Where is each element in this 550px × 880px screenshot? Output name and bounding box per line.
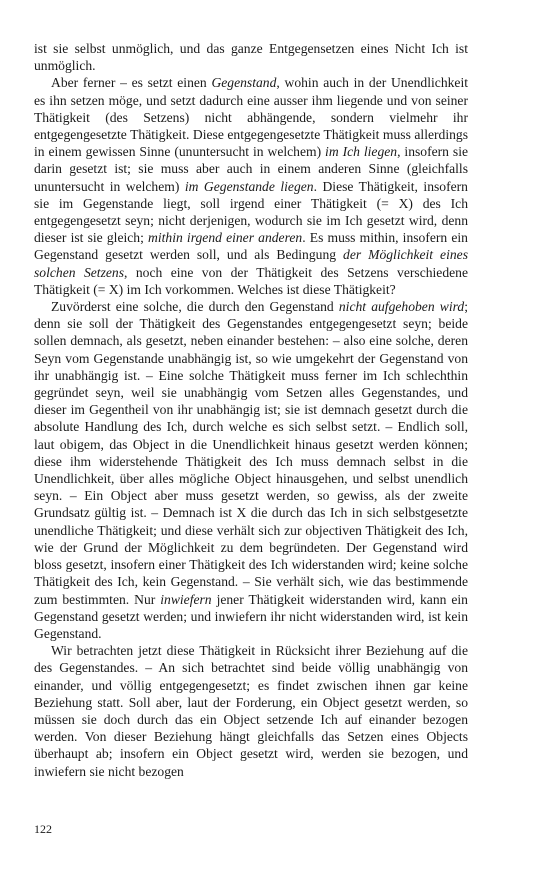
italic-text-run: nicht aufgehoben wird: [338, 299, 465, 315]
italic-text-run: inwiefern: [160, 591, 212, 607]
text-run: . Es muss mithin, insofern ein Gegenstand gesetzt werden soll, und als Bedingung: [34, 230, 468, 263]
italic-text-run: mithin irgend einer anderen: [148, 230, 303, 246]
paragraph-4: [34, 642, 468, 780]
body-text: [34, 40, 468, 780]
italic-text-run: der Möglichkeit eines solchen Setzens: [34, 247, 468, 280]
paragraph-3: [34, 298, 468, 642]
paragraph-1: [34, 40, 468, 74]
text-run: Wir betrachten jetzt diese Thätigkeit in Rücksicht ihrer Beziehung auf die des Gegenstandes. – An sich betrachtet sind beide völlig unabhängig von einander, und völlig entgegengesetzt; es findet zwischen ihnen gar keine Beziehung statt. Soll aber, laut der Forderung, ein Object gesetzt werden, so müssen sie doch durch das ein Object setzende Ich auf einander bezogen werden. Von dieser Beziehung hängt gleichfalls das Setzen eines Objects überhaupt ab; insofern ein Object gesetzt wird, werden sie bezogen, und inwiefern sie nicht bezogen: [34, 643, 468, 779]
italic-text-run: Gegenstand: [211, 75, 277, 91]
page-number: 122: [34, 822, 52, 836]
italic-text-run: im Gegenstande liegen: [184, 178, 314, 194]
italic-text-run: im Ich liegen: [325, 144, 398, 160]
text-run: , insofern sie darin gesetzt ist; sie muss aber auch in einem anderen Sinne (gleichfalls ununtersucht in welchem): [34, 144, 469, 194]
text-run: ; denn sie soll der Thätigkeit des Gegenstandes entgegengesetzt seyn; beide sollen demnach, als gesetzt, neben einander bestehen: – also eine solche, deren Seyn vom Gegenstande unabhängig ist, so wie umgekehrt der Gegenstand von ihr unabhängig ist. – Eine solche Thätigkeit muss ferner im Ich schlechthin gegründet seyn, weil sie unabhängig vom Setzen alles Gegenstandes, und dieser im Gegentheil von ihr unabhängig ist; sie ist demnach gesetzt durch die absolute Handlung des Ich, durch welche es sich selbst setzt. – Endlich soll, laut obigem, das Object in die Unendlichkeit hinaus gesetzt werden können; diese ihm widerstehende Thätigkeit des Ich muss demnach selbst in die Unendlichkeit, über alles mögliche Object hinausgehen, und selbst unendlich seyn. – Ein Object aber muss gesetzt werden, so gewiss, als der zweite Grundsatz gültig ist. – Demnach ist X die durch das Ich in sich selbstgesetzte unendliche Thätigkeit; und diese verhält sich zur objectiven Thätigkeit des Ich, wie der Grund der Möglichkeit zu dem begründeten. Der Gegenstand wird bloss gesetzt, insofern einer Thätigkeit des Ich widerstanden wird; keine solche Thätigkeit des Ich, kein Gegenstand. – Sie verhält sich, wie das bestimmende zum bestimmten. Nur: [34, 299, 468, 607]
text-run: ist sie selbst unmöglich, und das ganze Entgegensetzen eines Nicht Ich ist unmöglich.: [34, 41, 468, 74]
text-run: Zuvörderst eine solche, die durch den Gegenstand: [51, 299, 339, 315]
paragraph-2: [34, 74, 468, 298]
text-run: jener Thätigkeit widerstanden wird, kann ein Gegenstand gesetzt werden; und inwiefern ihr nicht widerstanden wird, ist kein Gegenstand.: [34, 591, 468, 641]
text-run: , noch eine von der Thätigkeit des Setzens verschiedene Thätigkeit (= X) im Ich vorkommen. Welches ist diese Thätigkeit?: [34, 264, 468, 297]
text-run: . Diese Thätigkeit, insofern sie im Gegenstande liegt, soll irgend einer Thätigkeit (= X) des Ich entgegengesetzt seyn; nicht derjenigen, wodurch sie im Ich gesetzt wird, denn dieser ist sie gleich;: [34, 178, 468, 246]
text-run: , wohin auch in der Unendlichkeit es ihn setzen möge, und setzt dadurch eine ausser ihm liegende und von seiner Thätigkeit (des Setzens) nicht abhängende, sondern vielmehr ihr entgegengesetzte Thätigkeit. Diese entgegengesetzte Thätigkeit muss allerdings in einem gewissen Sinne (ununtersucht in welchem): [34, 75, 469, 160]
text-run: Aber ferner – es setzt einen: [51, 75, 212, 91]
